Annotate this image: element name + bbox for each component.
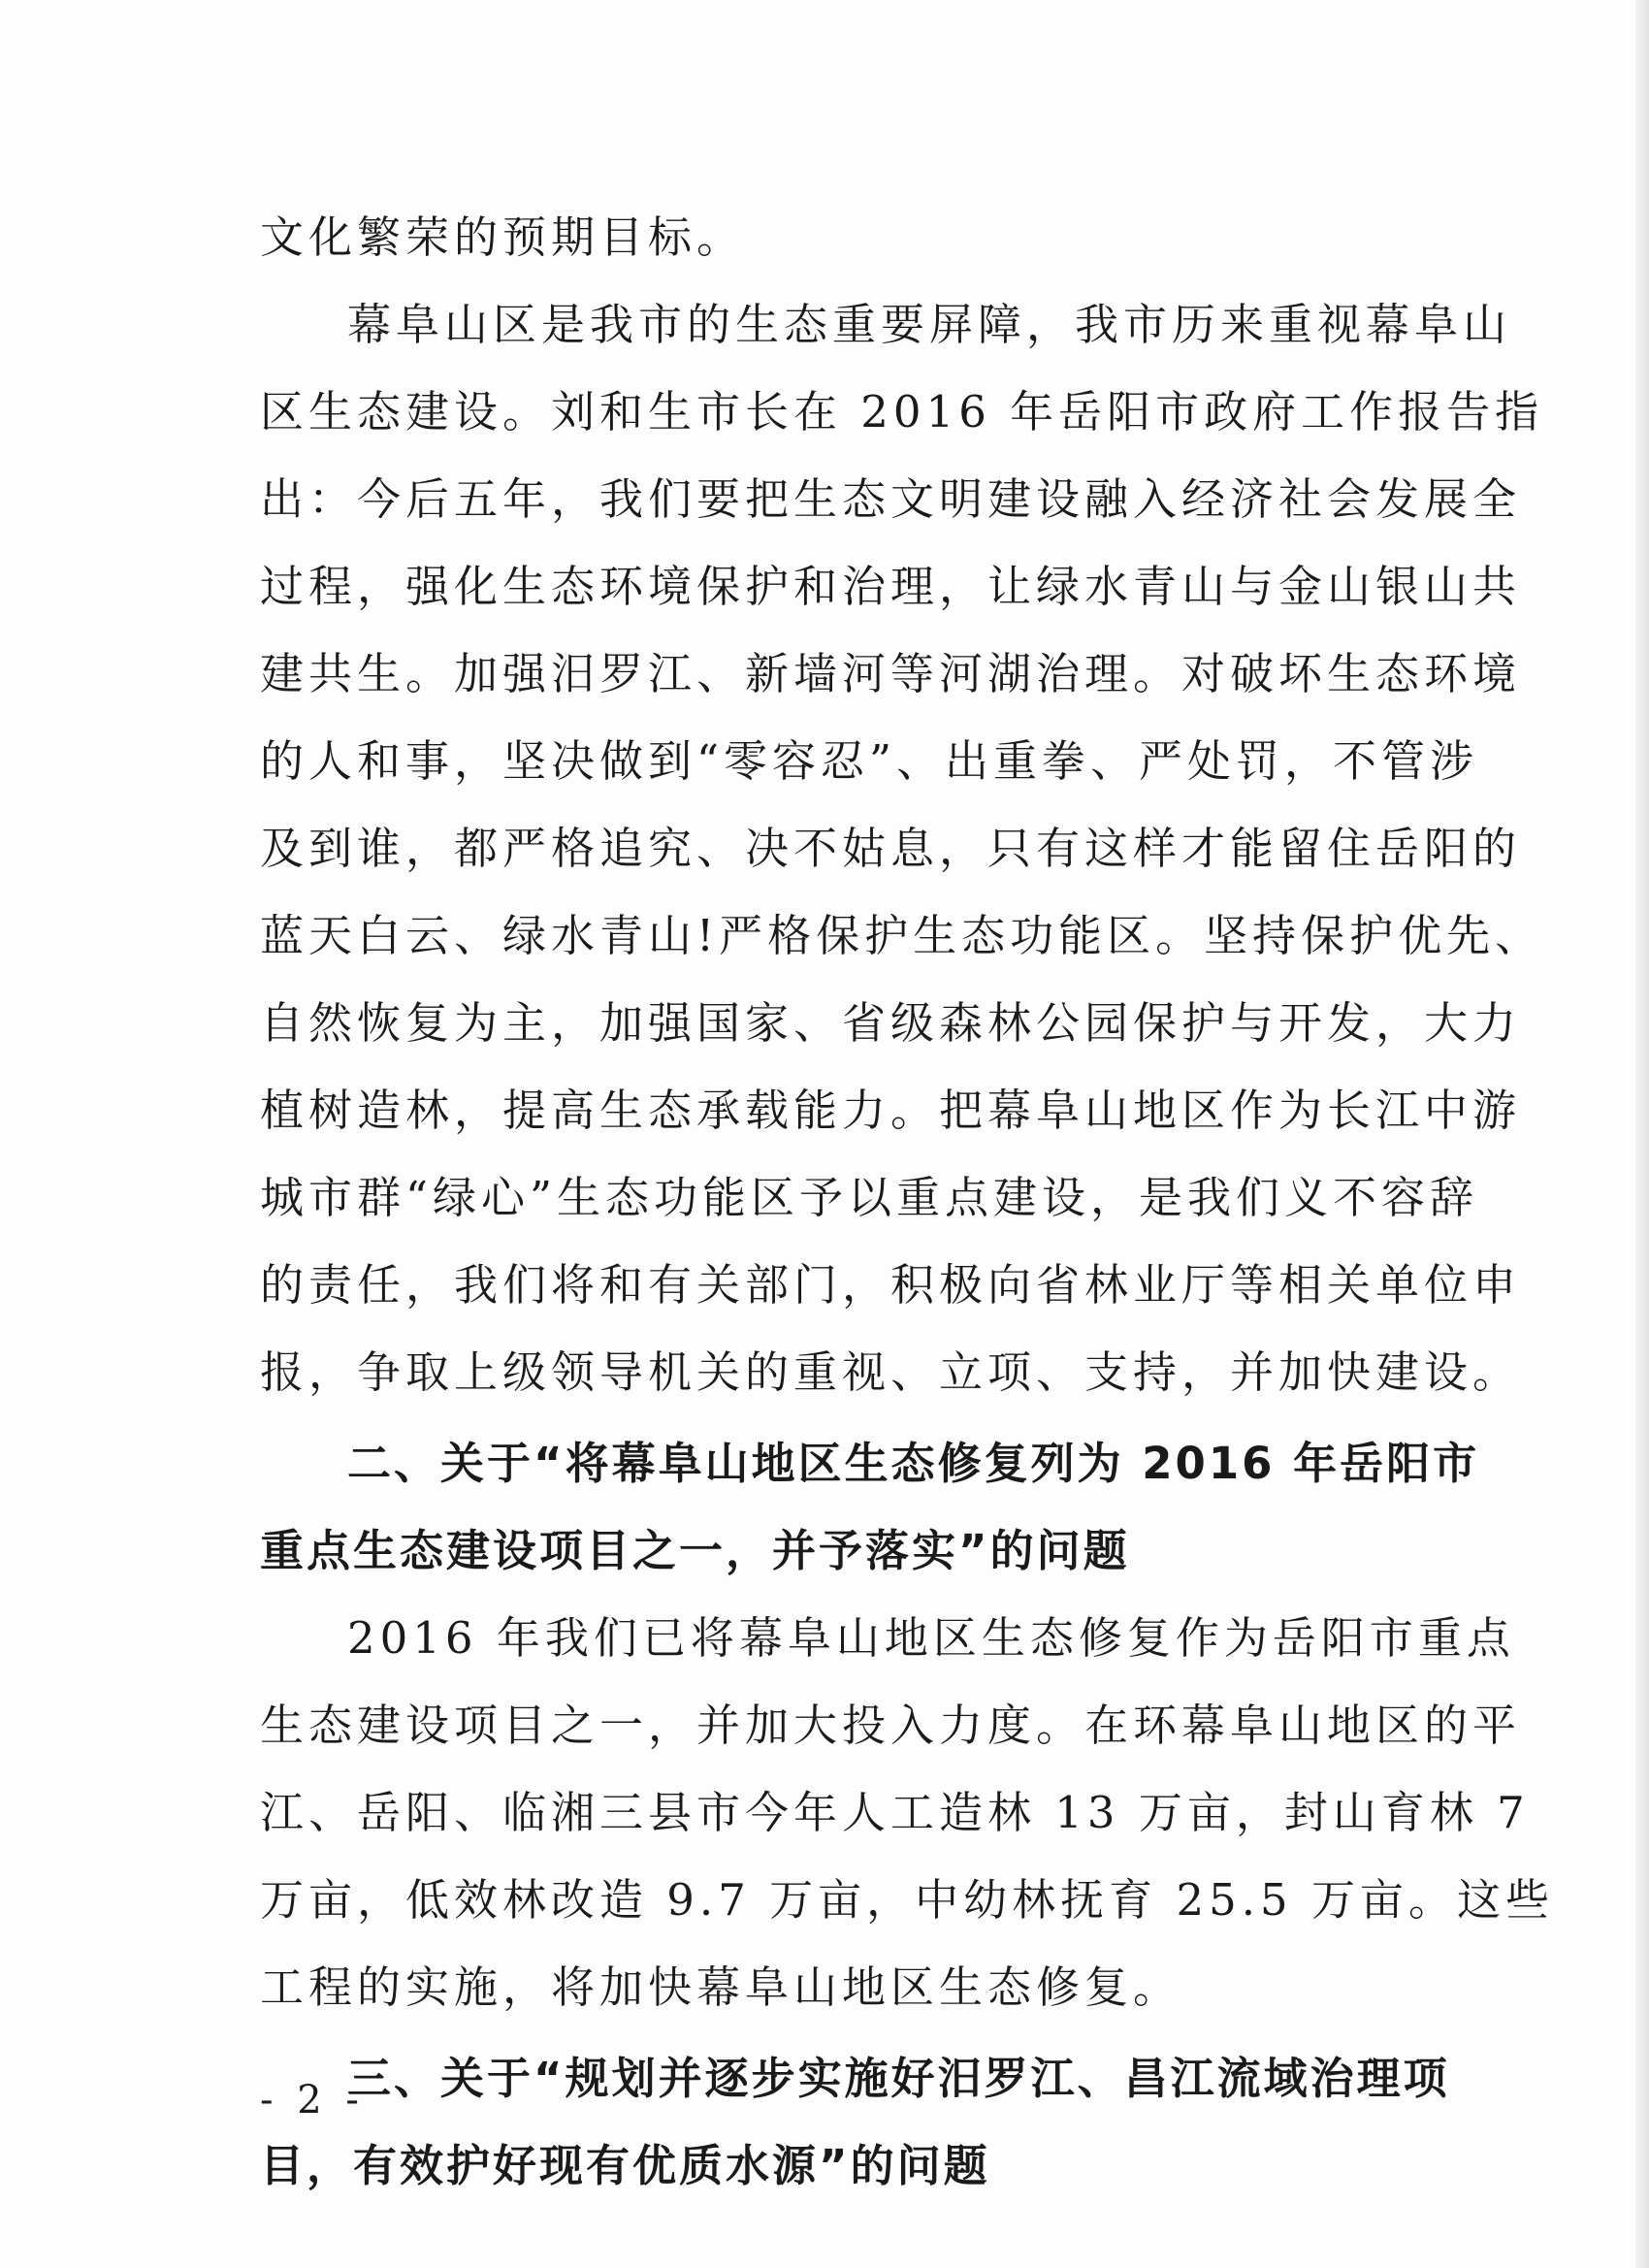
body-line: 工程的实施，将加快幕阜山地区生态修复。 <box>260 1961 1182 2013</box>
body-line: 区生态建设。刘和生市长在 2016 年岳阳市政府工作报告指 <box>260 386 1544 437</box>
body-line: 报，争取上级领导机关的重视、立项、支持，并加快建设。 <box>260 1346 1522 1398</box>
page-number: - 2 - <box>260 2078 365 2122</box>
body-line: 的责任，我们将和有关部门，积极向省林业厅等相关单位申 <box>260 1259 1522 1311</box>
body-line: 幕阜山区是我市的生态重要屏障，我市历来重视幕阜山 <box>347 299 1512 350</box>
body-line: 过程，强化生态环境保护和治理，让绿水青山与金山银山共 <box>260 561 1522 612</box>
document-body <box>260 194 1554 2210</box>
body-line: 自然恢复为主，加强国家、省级森林公园保护与开发，大力 <box>260 997 1522 1049</box>
body-line: 蓝天白云、绿水青山!严格保护生态功能区。坚持保护优先、 <box>260 910 1544 961</box>
section-heading-line: 三、关于“规划并逐步实施好汨罗江、昌江流域治理项 <box>347 2053 1450 2104</box>
scan-edge-shadow <box>1635 0 1649 2268</box>
body-line: 出：今后五年，我们要把生态文明建设融入经济社会发展全 <box>260 473 1522 525</box>
body-line: 江、岳阳、临湘三县市今年人工造林 13 万亩，封山育林 7 <box>260 1787 1530 1838</box>
body-line: 2016 年我们已将幕阜山地区生态修复作为岳阳市重点 <box>347 1612 1515 1664</box>
section-heading-line: 目，有效护好现有优质水源”的问题 <box>260 2140 990 2191</box>
body-line: 植树造林，提高生态承载能力。把幕阜山地区作为长江中游 <box>260 1085 1522 1136</box>
body-line: 的人和事，坚决做到“零容忍”、出重拳、严处罚，不管涉 <box>260 735 1479 787</box>
body-line: 生态建设项目之一，并加大投入力度。在环幕阜山地区的平 <box>260 1700 1522 1751</box>
section-heading-line: 重点生态建设项目之一，并予落实”的问题 <box>260 1525 1130 1576</box>
section-heading-line: 二、关于“将幕阜山地区生态修复列为 2016 年岳阳市 <box>347 1438 1480 1489</box>
body-line: 城市群“绿心”生态功能区予以重点建设，是我们义不容辞 <box>260 1172 1479 1223</box>
body-line: 万亩，低效林改造 9.7 万亩，中幼林抚育 25.5 万亩。这些 <box>260 1874 1554 1926</box>
body-line: 及到谁，都严格追究、决不姑息，只有这样才能留住岳阳的 <box>260 823 1522 874</box>
body-line: 建共生。加强汨罗江、新墙河等河湖治理。对破坏生态环境 <box>260 648 1522 699</box>
body-line: 文化繁荣的预期目标。 <box>260 211 746 263</box>
